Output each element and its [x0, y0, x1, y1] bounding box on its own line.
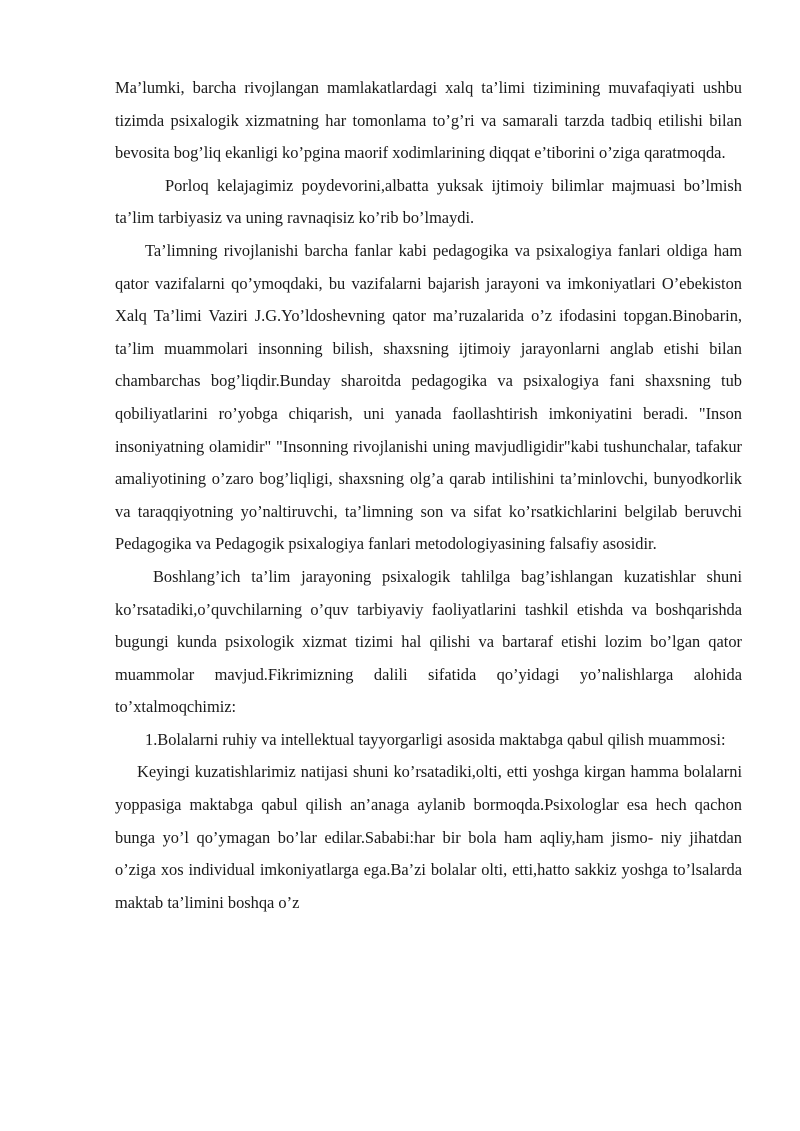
- document-page: [115, 72, 742, 919]
- paragraph-primary-education: Boshlang’ich ta’lim jarayoning psixalogik tahlilga bag’ishlangan kuzatishlar shuni ko’rsatadiki,o’quvchilarning o’quv tarbiyaviy faoliyatlarini tashkil etishda va boshqarishda bugungi kunda psixologik xizmat tizimi hal qilishi va bartaraf etishi lozim bo’lgan qator muammolar mavjud.Fikrimizning dalili sifatida qo’yidagi yo’nalishlarga alohida to’xtalmoqchimiz:: [115, 566, 742, 717]
- paragraph-education-development: Ta’limning rivojlanishi barcha fanlar kabi pedagogika va psixalogiya fanlari oldiga ham qator vazifalarni qo’ymoqdaki, bu vazifalarni bajarish jarayoni va imkoniyatlari O’ebekiston Xalq Ta’limi Vaziri J.G.Yo’ldoshevning qator ma’ruzalarida o’z ifodasini topgan.Binobarin, ta’lim muammolari insonning bilish, shaxsning ijtimoiy jarayonlarni anglab etishi bilan chambarchas bog’liqdir.Bunday sharoitda pedagogika va psixalogiya fani shaxsning tub qobiliyatlarini ro’yobga chiqarish, uni yanada faollashtirish imkoniyatini beradi. "Inson insoniyatning olamidir" "Insonning rivojlanishi uning mavjudligidir"kabi tushunchalar, tafakur amaliyotining o’zaro bog’liqligi, shaxsning olg’a qarab intilishini ta’minlovchi, bunyodkorlik va taraqqiyotning yo’naltiruvchi, ta’limning son va sifat ko’rsatkichlarini belgilab beruvchi Pedagogika va Pedagogik psixalogiya fanlari metodologiyasining falsafiy asosidir.: [115, 240, 742, 554]
- paragraph-observations: Keyingi kuzatishlarimiz natijasi shuni ko’rsatadiki,olti, etti yoshga kirgan hamma bolalarni yoppasiga maktabga qabul qilish an’anaga aylanib bormoqda.Psixologlar esa hech qachon bunga yo’l qo’ymagan bo’lar edilar.Sababi:har bir bola ham aqliy,ham jismo- niy jihatdan o’ziga xos individual imkoniyatlarga ega.Ba’zi bolalar olti, etti,hatto sakkiz yoshga to’lsalarda maktab ta’limini boshqa o’z: [115, 762, 742, 912]
- paragraph-intro: Ma’lumki, barcha rivojlangan mamlakatlardagi xalq ta’limi tizimining muvafaqiyati ushbu tizimda psixalogik xizmatning har tomonlama to’g’ri va samarali tarzda tadbiq etilishi bilan bevosita bog’liq ekanligi ko’pgina maorif xodimlarining diqqat e’tiborini o’ziga qaratmoqda.: [115, 78, 742, 163]
- paragraph-list-item-1: 1.Bolalarni ruhiy va intellektual tayyorgarligi asosida maktabga qabul qilish muammosi:: [145, 729, 726, 749]
- paragraph-future: Porloq kelajagimiz poydevorini,albatta yuksak ijtimoiy bilimlar majmuasi bo’lmish ta’lim tarbiyasiz va uning ravnaqisiz ko’rib bo’lmaydi.: [115, 175, 742, 228]
